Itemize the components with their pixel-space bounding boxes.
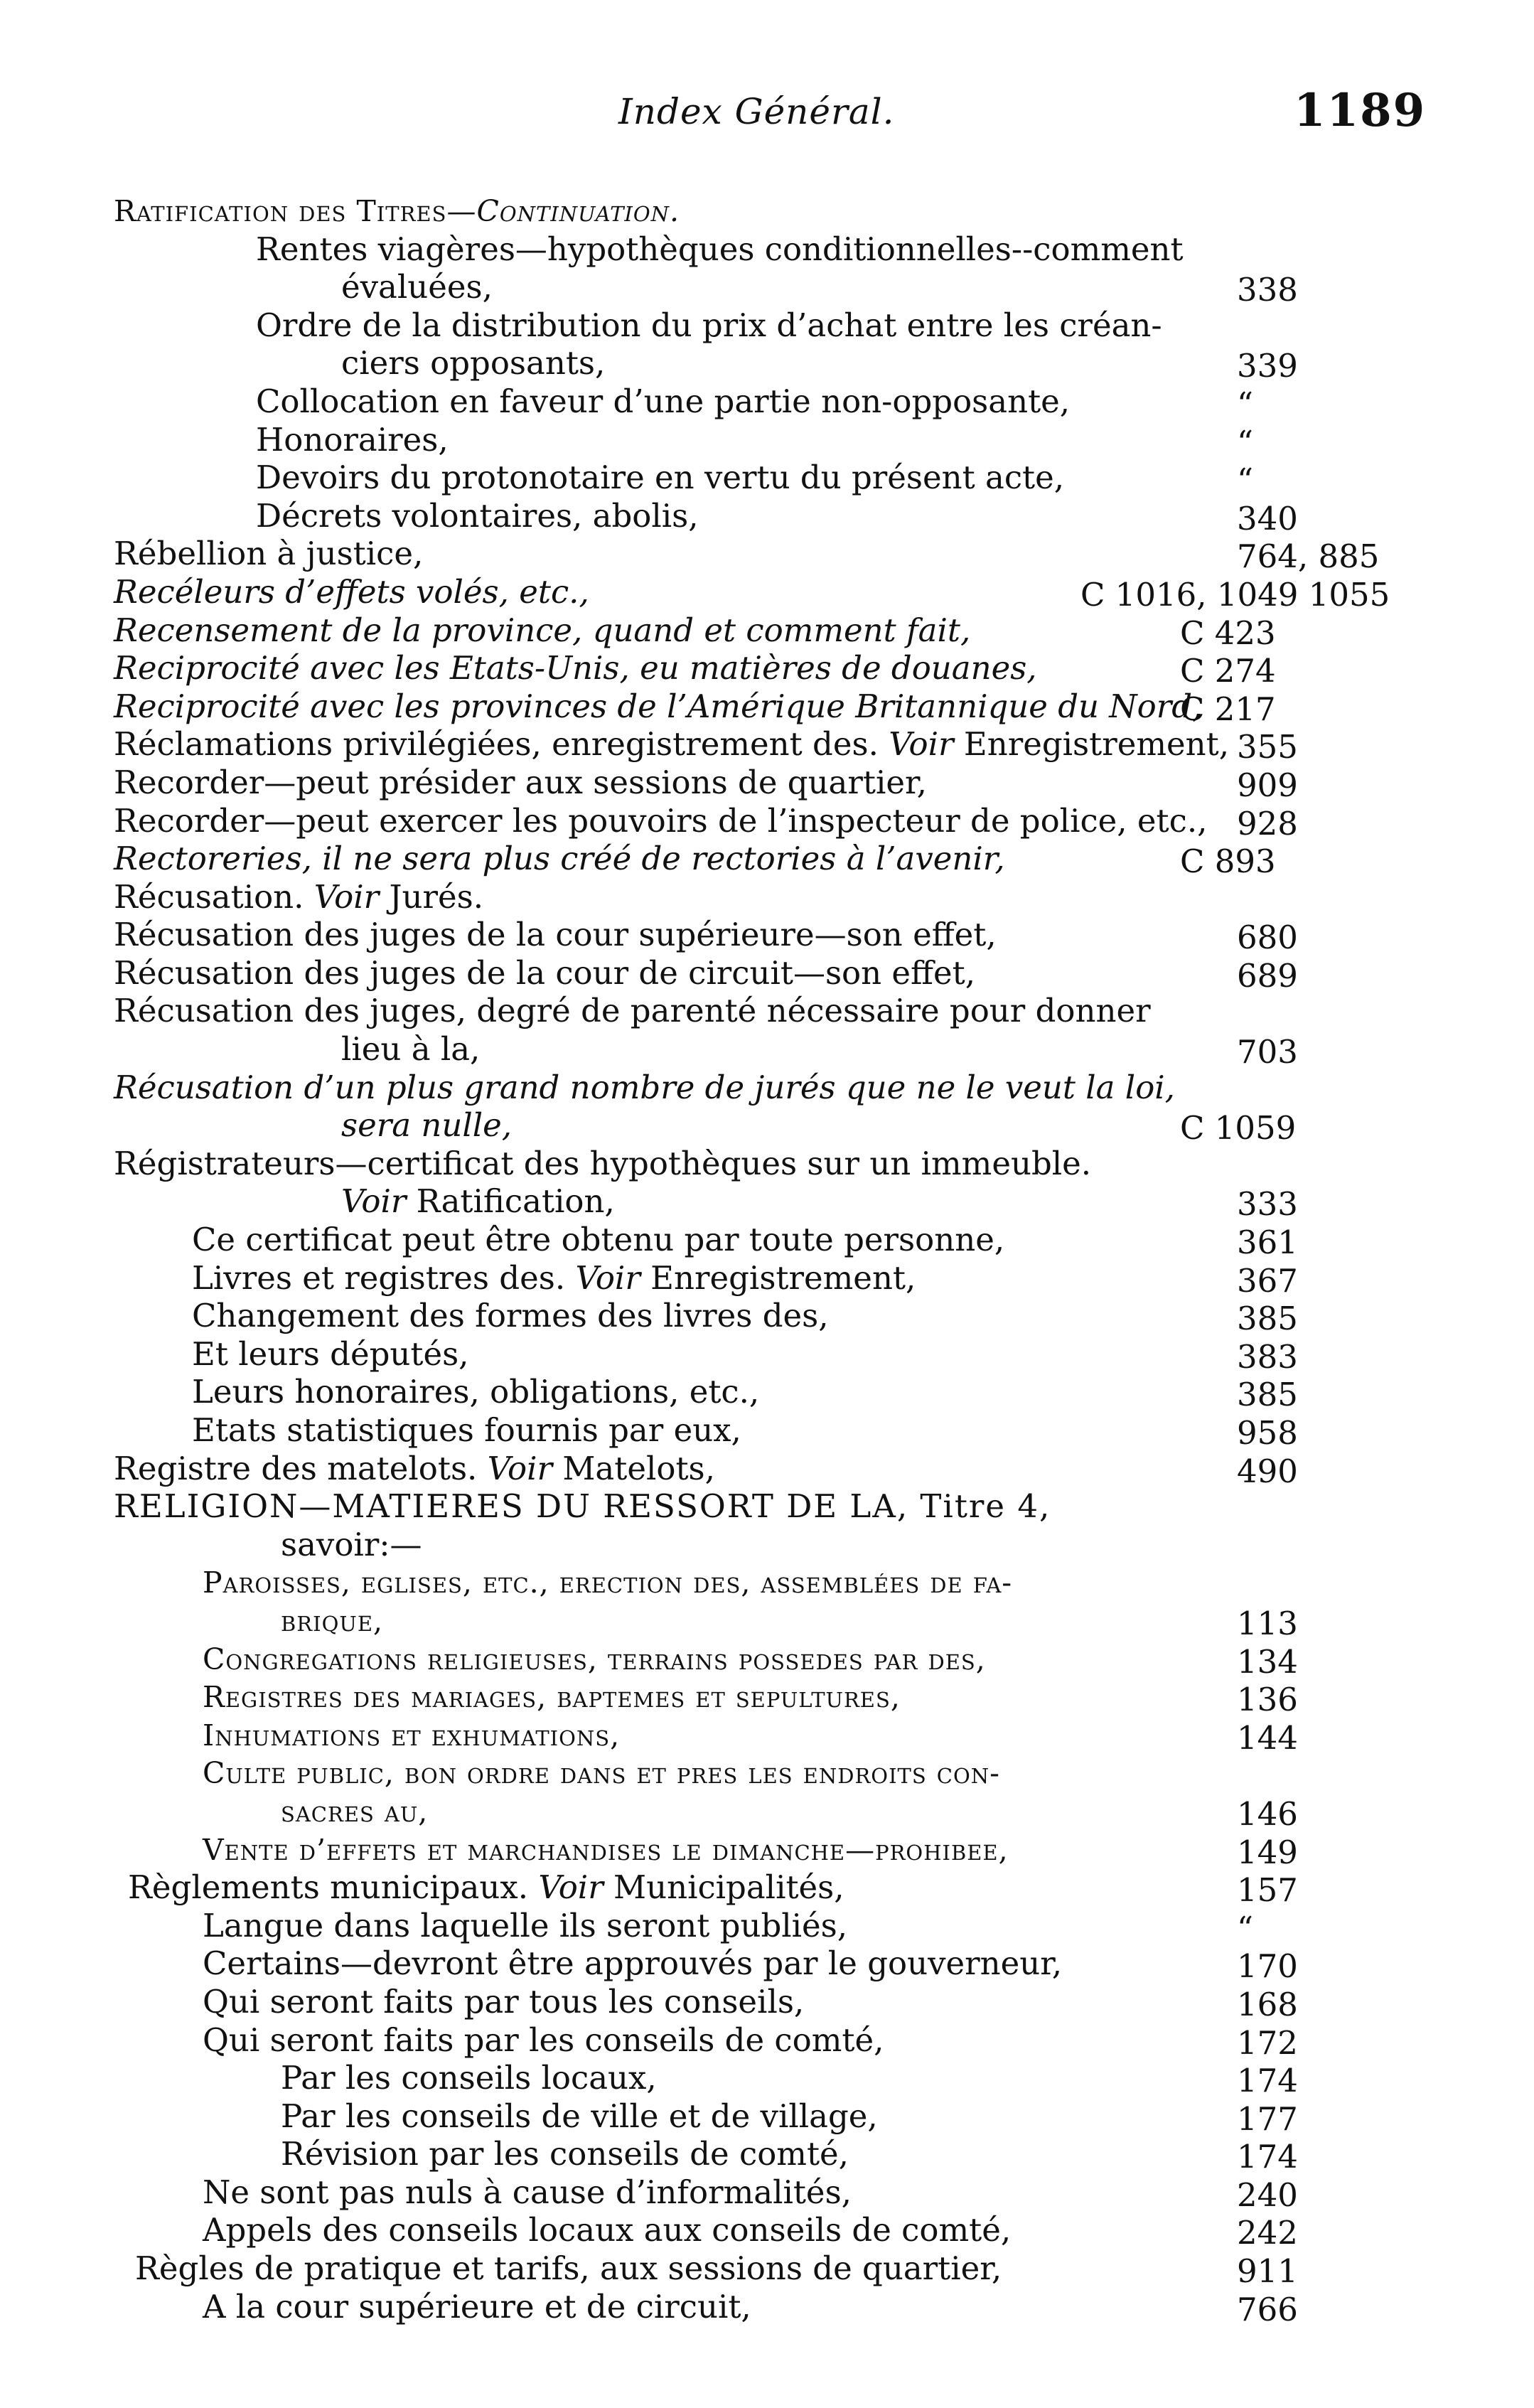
index-entry: [0, 1526, 1534, 1564]
index-entry: [0, 1411, 1534, 1450]
entry-text: Ratification des Titres—Continuation.: [114, 194, 680, 228]
index-entry: [0, 992, 1534, 1030]
entry-reference: 383: [1237, 1337, 1298, 1376]
entry-text: Recensement de la province, quand et comment fait,: [114, 611, 971, 649]
index-entry: [0, 916, 1534, 957]
entry-text: Décrets volontaires, abolis,: [256, 496, 699, 535]
entry-reference: 909: [1237, 766, 1298, 804]
entry-text: Changement des formes des livres des,: [192, 1297, 829, 1335]
index-entry: [0, 725, 1534, 764]
page-header: [0, 84, 1534, 148]
index-entry: [0, 2288, 1534, 2326]
entry-reference: 361: [1237, 1224, 1298, 1262]
entry-text: Culte public, bon ordre dans et pres les endroits con-: [203, 1756, 1000, 1791]
entry-text: Honoraires,: [256, 420, 449, 459]
index-entry: [0, 1831, 1534, 1869]
entry-text: Etats statistiques fournis par eux,: [192, 1411, 741, 1449]
entry-text: Leurs honoraires, obligations, etc.,: [192, 1373, 760, 1411]
entry-text: Récusation des juges, degré de parenté nécessaire pour donner: [114, 992, 1151, 1030]
entry-reference: 333: [1237, 1185, 1298, 1224]
index-entry: [0, 2211, 1534, 2252]
index-entry: [0, 1678, 1534, 1719]
running-title: Index Général.: [618, 91, 895, 132]
index-entry: [0, 344, 1534, 385]
index-entry: [0, 1297, 1534, 1338]
entry-reference: 339: [1237, 347, 1298, 385]
index-entry: [0, 1907, 1534, 1945]
entry-reference: 174: [1237, 2138, 1298, 2176]
entry-text: Devoirs du protonotaire en vertu du présent acte,: [256, 459, 1065, 497]
index-entry: [0, 2097, 1534, 2136]
entry-reference: “: [1237, 385, 1254, 423]
entry-reference: 928: [1237, 804, 1298, 842]
index-entry: [0, 572, 1534, 614]
index-entry: [0, 687, 1534, 726]
entry-reference: 240: [1237, 2176, 1298, 2214]
entry-reference: 113: [1237, 1604, 1298, 1642]
entry-reference: C 1059: [1180, 1109, 1297, 1147]
index-entries: [0, 192, 1534, 2326]
entry-text: Recorder—peut exercer les pouvoirs de l’inspecteur de police, etc.,: [114, 801, 1208, 840]
entry-reference: “: [1237, 423, 1254, 461]
index-entry: [0, 878, 1534, 916]
entry-text: Recorder—peut présider aux sessions de quartier,: [114, 763, 927, 801]
entry-reference: 355: [1237, 728, 1298, 766]
index-entry: [0, 953, 1534, 995]
entry-text: Inhumations et exhumations,: [203, 1718, 621, 1753]
index-entry: [0, 1944, 1534, 1986]
entry-reference: 911: [1237, 2252, 1298, 2291]
entry-reference: 136: [1237, 1681, 1298, 1719]
entry-text: Et leurs députés,: [192, 1334, 469, 1373]
entry-text: Qui seront faits par les conseils de comté,: [203, 2021, 884, 2059]
entry-reference: 174: [1237, 2062, 1298, 2100]
index-entry: [0, 1983, 1534, 2021]
index-entry: [0, 1335, 1534, 1374]
entry-reference: 144: [1237, 1718, 1298, 1757]
index-entry: [0, 1182, 1534, 1224]
entry-reference: 766: [1237, 2290, 1298, 2328]
entry-reference: 340: [1237, 499, 1298, 537]
entry-reference: 338: [1237, 271, 1298, 309]
entry-reference: 680: [1237, 919, 1298, 957]
entry-text: sera nulle,: [341, 1106, 513, 1145]
entry-reference: C 1016, 1049 1055: [1080, 575, 1390, 614]
entry-text: Récusation. Voir Jurés.: [114, 877, 484, 916]
index-entry: [0, 421, 1534, 459]
index-entry: [0, 230, 1534, 269]
entry-text: Reciprocité avec les provinces de l’Amérique Britannique du Nord,: [114, 687, 1203, 725]
entry-text: Certains—devront être approuvés par le gouverneur,: [203, 1944, 1063, 1983]
entry-text: Rentes viagères—hypothèques conditionnelles--comment: [256, 230, 1184, 268]
entry-text: Règlements municipaux. Voir Municipalités,: [128, 1868, 844, 1907]
index-entry: [0, 497, 1534, 535]
entry-text: savoir:—: [281, 1525, 422, 1563]
index-entry: [0, 1069, 1534, 1107]
entry-reference: “: [1237, 461, 1254, 500]
entry-reference: 170: [1237, 1947, 1298, 1986]
entry-reference: C 217: [1180, 690, 1276, 728]
entry-text: Récusation d’un plus grand nombre de jurés que ne le veut la loi,: [114, 1068, 1175, 1106]
entry-text: Qui seront faits par tous les conseils,: [203, 1982, 805, 2021]
entry-text: Paroisses, eglises, etc., erection des, assemblées de fa-: [203, 1566, 1013, 1600]
entry-text: Récusation des juges de la cour supérieure—son effet,: [114, 916, 997, 954]
entry-text: Régistrateurs—certificat des hypothèques sur un immeuble.: [114, 1144, 1092, 1182]
entry-text: Révision par les conseils de comté,: [281, 2135, 849, 2173]
index-entry: [0, 840, 1534, 881]
index-entry: [0, 2021, 1534, 2060]
entry-text: lieu à la,: [341, 1030, 481, 1069]
index-entry: [0, 1754, 1534, 1792]
entry-reference: 177: [1237, 2099, 1298, 2138]
entry-text: Registre des matelots. Voir Matelots,: [114, 1449, 715, 1487]
entry-reference: 157: [1237, 1871, 1298, 1910]
entry-text: Ce certificat peut être obtenu par toute personne,: [192, 1221, 1005, 1259]
index-entry: [0, 1145, 1534, 1183]
entry-text: Voir Ratification,: [341, 1182, 615, 1221]
entry-reference: 242: [1237, 2214, 1298, 2252]
index-entry: [0, 268, 1534, 309]
entry-text: Par les conseils de ville et de village,: [281, 2097, 878, 2135]
entry-reference: 958: [1237, 1414, 1298, 1452]
entry-text: Registres des mariages, baptemes et sepultures,: [203, 1680, 901, 1715]
entry-reference: 689: [1237, 956, 1298, 995]
entry-reference: 146: [1237, 1794, 1298, 1833]
index-entry: [0, 1716, 1534, 1755]
entry-text: Récusation des juges de la cour de circuit—son effet,: [114, 953, 976, 992]
index-entry: [0, 535, 1534, 576]
index-entry: [0, 306, 1534, 345]
entry-reference: 490: [1237, 1452, 1298, 1490]
entry-text: Reciprocité avec les Etats-Unis, eu matières de douanes,: [114, 649, 1037, 687]
entry-reference: 385: [1237, 1376, 1298, 1414]
index-entry: [0, 1030, 1534, 1069]
index-entry: [0, 1258, 1534, 1300]
entry-reference: 385: [1237, 1300, 1298, 1338]
entry-text: RELIGION—MATIERES DU RESSORT DE LA, Titre 4,: [114, 1487, 1051, 1526]
entry-reference: “: [1237, 1909, 1254, 1947]
entry-reference: 172: [1237, 2023, 1298, 2062]
index-entry: [0, 459, 1534, 500]
entry-text: Livres et registres des. Voir Enregistrement,: [192, 1258, 916, 1297]
index-entry: [0, 1792, 1534, 1831]
index-entry: [0, 1640, 1534, 1679]
entry-text: Recéleurs d’effets volés, etc.,: [114, 572, 589, 611]
entry-text: Ordre de la distribution du prix d’achat entre les créan-: [256, 306, 1162, 344]
index-entry: [0, 1221, 1534, 1262]
index-entry: [0, 2135, 1534, 2176]
index-entry: [0, 1602, 1534, 1640]
entry-text: Collocation en faveur d’une partie non-opposante,: [256, 382, 1071, 420]
index-entry: [0, 2249, 1534, 2291]
entry-text: Langue dans laquelle ils seront publiés,: [203, 1906, 848, 1944]
index-entry: [0, 1868, 1534, 1910]
entry-text: ciers opposants,: [341, 344, 606, 382]
entry-reference: 134: [1237, 1642, 1298, 1681]
entry-reference: 703: [1237, 1033, 1298, 1071]
index-entry: [0, 1487, 1534, 1526]
index-entry: [0, 1563, 1534, 1602]
entry-reference: C 893: [1180, 842, 1276, 881]
entry-text: Vente d’effets et marchandises le dimanche—prohibee,: [203, 1832, 1009, 1867]
entry-text: Par les conseils locaux,: [281, 2059, 657, 2097]
entry-text: Règles de pratique et tarifs, aux sessions de quartier,: [135, 2249, 1002, 2288]
index-entry: [0, 2173, 1534, 2212]
index-entry: [0, 611, 1534, 650]
entry-text: Ne sont pas nuls à cause d’informalités,: [203, 2173, 852, 2211]
index-entry: [0, 764, 1534, 802]
entry-reference: 149: [1237, 1833, 1298, 1871]
index-entry: [0, 1106, 1534, 1145]
entry-reference: 168: [1237, 1985, 1298, 2023]
entry-text: brique,: [281, 1603, 384, 1638]
index-entry: [0, 1373, 1534, 1414]
index-entry: [0, 382, 1534, 421]
entry-text: sacres au,: [281, 1794, 429, 1829]
entry-reference: 367: [1237, 1261, 1298, 1300]
index-entry: [0, 1450, 1534, 1488]
page-number: 1189: [1294, 84, 1427, 137]
index-heading: [0, 192, 1534, 230]
entry-text: Rébellion à justice,: [114, 535, 424, 573]
entry-text: Réclamations privilégiées, enregistrement des. Voir Enregistrement,: [114, 725, 1230, 764]
entry-reference: C 423: [1180, 614, 1276, 652]
index-entry: [0, 2059, 1534, 2100]
index-entry: [0, 802, 1534, 840]
entry-text: A la cour supérieure et de circuit,: [203, 2287, 751, 2326]
entry-text: Rectoreries, il ne sera plus créé de rectories à l’avenir,: [114, 840, 1005, 878]
entry-text: évaluées,: [341, 268, 493, 306]
entry-text: Congregations religieuses, terrains possedes par des,: [203, 1642, 986, 1676]
entry-reference: 764, 885: [1237, 537, 1380, 576]
entry-text: Appels des conseils locaux aux conseils de comté,: [203, 2211, 1012, 2249]
index-entry: [0, 649, 1534, 690]
entry-reference: C 274: [1180, 652, 1276, 690]
